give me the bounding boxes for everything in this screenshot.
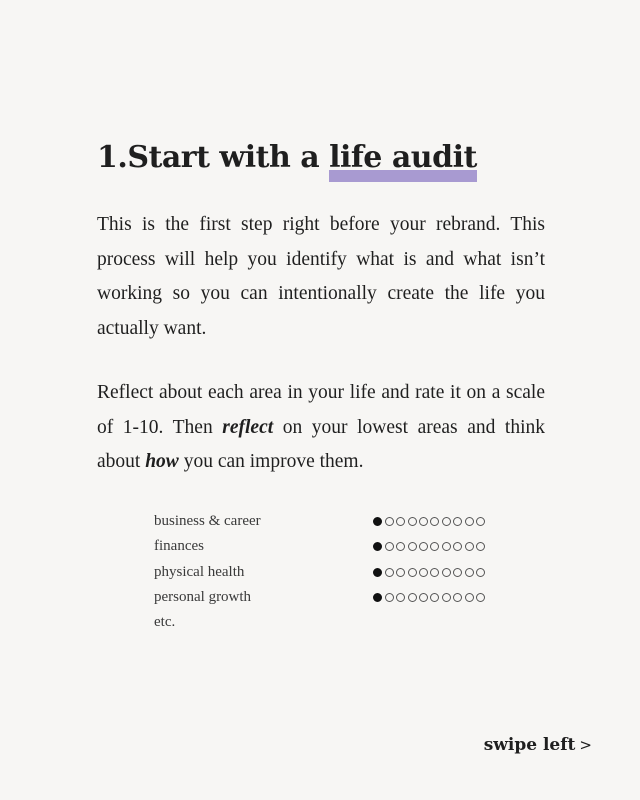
rating-scale[interactable] bbox=[373, 593, 485, 602]
rating-dot-empty[interactable] bbox=[476, 568, 485, 577]
rating-dot-empty[interactable] bbox=[419, 517, 428, 526]
rating-dot-empty[interactable] bbox=[396, 542, 405, 551]
rating-dot-filled[interactable] bbox=[373, 517, 382, 526]
life-areas-list bbox=[154, 509, 494, 635]
reflect-text-2: on your lowest areas and think about bbox=[97, 416, 546, 472]
rating-dot-empty[interactable] bbox=[476, 593, 485, 602]
rating-dot-empty[interactable] bbox=[453, 517, 462, 526]
rating-dot-empty[interactable] bbox=[442, 542, 451, 551]
reflect-emphasis-2: how bbox=[145, 451, 179, 472]
rating-dot-empty[interactable] bbox=[408, 542, 417, 551]
rating-dot-empty[interactable] bbox=[385, 568, 394, 577]
rating-dot-filled[interactable] bbox=[373, 568, 382, 577]
rating-dot-empty[interactable] bbox=[419, 542, 428, 551]
life-area-item bbox=[154, 610, 494, 635]
rating-dot-empty[interactable] bbox=[385, 593, 394, 602]
life-area-item bbox=[154, 560, 494, 585]
title-highlight-text: life audit bbox=[329, 140, 477, 175]
rating-dot-empty[interactable] bbox=[408, 568, 417, 577]
life-area-item bbox=[154, 509, 494, 534]
rating-dot-empty[interactable] bbox=[465, 568, 474, 577]
life-area-item bbox=[154, 585, 494, 610]
rating-dot-empty[interactable] bbox=[430, 517, 439, 526]
rating-dot-empty[interactable] bbox=[430, 593, 439, 602]
rating-dot-empty[interactable] bbox=[453, 542, 462, 551]
life-area-label: personal growth bbox=[154, 589, 252, 606]
rating-scale[interactable] bbox=[373, 568, 485, 577]
rating-dot-empty[interactable] bbox=[465, 517, 474, 526]
rating-dot-empty[interactable] bbox=[430, 542, 439, 551]
rating-dot-empty[interactable] bbox=[465, 593, 474, 602]
life-area-label: etc. bbox=[154, 614, 176, 631]
rating-dot-empty[interactable] bbox=[476, 517, 485, 526]
rating-dot-empty[interactable] bbox=[419, 593, 428, 602]
rating-dot-filled[interactable] bbox=[373, 593, 382, 602]
rating-dot-empty[interactable] bbox=[442, 593, 451, 602]
rating-dot-empty[interactable] bbox=[442, 568, 451, 577]
reflect-text-3: you can improve them. bbox=[178, 451, 364, 472]
life-area-label: physical health bbox=[154, 563, 245, 580]
rating-dot-empty[interactable] bbox=[430, 568, 439, 577]
swipe-left-label: swipe left bbox=[483, 735, 576, 755]
page-title bbox=[97, 138, 477, 178]
life-area-label: business & career bbox=[154, 513, 261, 530]
chevron-right-icon: > bbox=[579, 736, 592, 754]
reflect-text-1: Reflect about each area in your life and rate it on a scale of 1-10. Then bbox=[97, 382, 545, 438]
rating-scale[interactable] bbox=[373, 542, 485, 551]
rating-dot-empty[interactable] bbox=[453, 568, 462, 577]
rating-dot-empty[interactable] bbox=[408, 593, 417, 602]
rating-dot-empty[interactable] bbox=[442, 517, 451, 526]
reflect-paragraph bbox=[97, 376, 545, 480]
rating-dot-empty[interactable] bbox=[385, 542, 394, 551]
swipe-left-button[interactable] bbox=[484, 735, 592, 755]
life-area-label: finances bbox=[154, 538, 204, 555]
rating-dot-empty[interactable] bbox=[419, 568, 428, 577]
rating-dot-empty[interactable] bbox=[408, 517, 417, 526]
rating-dot-empty[interactable] bbox=[476, 542, 485, 551]
rating-scale[interactable] bbox=[373, 517, 485, 526]
rating-dot-empty[interactable] bbox=[396, 593, 405, 602]
rating-dot-empty[interactable] bbox=[396, 568, 405, 577]
title-highlight bbox=[329, 138, 477, 178]
reflect-emphasis-1: reflect bbox=[222, 416, 274, 438]
life-area-item bbox=[154, 534, 494, 559]
rating-dot-empty[interactable] bbox=[396, 517, 405, 526]
rating-dot-empty[interactable] bbox=[385, 517, 394, 526]
rating-dot-empty[interactable] bbox=[453, 593, 462, 602]
title-prefix: 1.Start with a bbox=[97, 140, 330, 175]
rating-dot-empty[interactable] bbox=[465, 542, 474, 551]
rating-dot-filled[interactable] bbox=[373, 542, 382, 551]
intro-paragraph: This is the first step right before your rebrand. This process will help you identify what is and what isn’t working so you can intentionally create the life you actually want. bbox=[97, 214, 545, 339]
